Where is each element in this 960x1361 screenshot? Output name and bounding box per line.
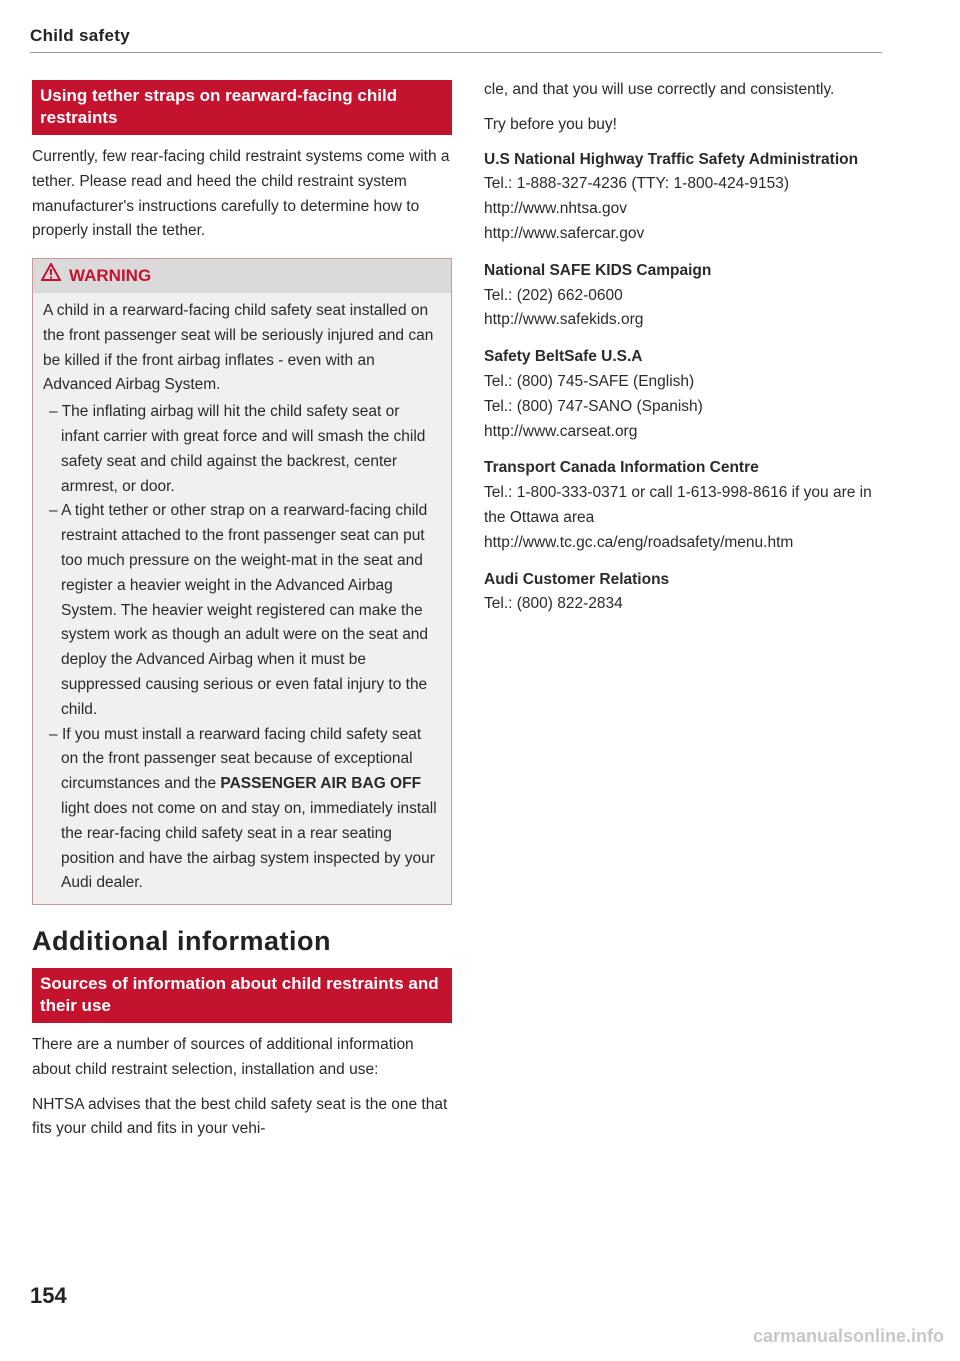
warning-list (43, 400, 441, 896)
sources-heading: Sources of information about child restraints and their use (32, 968, 452, 1023)
sources-paragraph: There are a number of sources of additional information about child restraint selection, installation and use: (32, 1035, 414, 1078)
org-link[interactable]: http://www.tc.gc.ca/eng/roadsafety/menu.htm (484, 533, 794, 551)
org-phone: Tel.: 1-800-333-0371 or call 1-613-998-8616 if you are in the Ottawa area (484, 484, 872, 526)
warning-item-text-post: light does not come on and stay on, immediately install the rear-facing child safety seat in a rear seating position and have the airbag system inspected by your Audi dealer. (61, 799, 437, 892)
warning-item: – The inflating airbag will hit the child safety seat or infant carrier with great force and will smash the child safety seat and child against the backrest, center armrest, or door. (43, 400, 441, 499)
warning-box (32, 258, 452, 905)
warning-header (33, 259, 451, 293)
org-link[interactable]: http://www.safercar.gov (484, 224, 645, 242)
tether-heading: Using tether straps on rearward-facing child restraints (32, 80, 452, 135)
try-before-buy: Try before you buy! (484, 115, 617, 133)
right-column (484, 78, 884, 617)
org-link[interactable]: http://www.safekids.org (484, 311, 644, 329)
org-name: Safety BeltSafe U.S.A (484, 348, 643, 366)
spacer-continuation: cle, and that you will use correctly and consistently. (484, 81, 835, 98)
org-name: Audi Customer Relations (484, 570, 670, 588)
org-phone: Tel.: (800) 747-SANO (Spanish) (484, 397, 703, 415)
running-head: Child safety (30, 26, 130, 45)
warning-title: WARNING (69, 265, 152, 285)
airbag-off-label: PASSENGER AIR BAG OFF (220, 775, 422, 793)
warning-item: – A tight tether or other strap on a rearward-facing child restraint attached to the front passenger seat can put too much pressure on the weight-mat in the seat and register a heavier weight in the Advanced Airbag System. The heavier weight registered can make the system work as though an adult were on the seat and deploy the Advanced Airbag when it must be suppressed causing serious or even fatal injury to the child. (43, 499, 441, 722)
org-name: National SAFE KIDS Campaign (484, 261, 712, 279)
warning-item-last (43, 723, 441, 897)
org-link[interactable]: http://www.carseat.org (484, 422, 638, 440)
nhtsa-advice-paragraph: NHTSA advises that the best child safety seat is the one that fits your child and fits in your vehi- (32, 1095, 448, 1138)
watermark: carmanualsonline.info (752, 1326, 944, 1346)
org-link[interactable]: http://www.nhtsa.gov (484, 200, 628, 218)
org-name: U.S National Highway Traffic Safety Administration (484, 150, 859, 168)
org-phone: Tel.: (800) 822-2834 (484, 595, 623, 613)
left-column (32, 80, 452, 1142)
org-phone: Tel.: (202) 662-0600 (484, 286, 623, 304)
warning-body (33, 293, 451, 904)
header-divider (30, 52, 882, 53)
warning-intro: A child in a rearward-facing child safety seat installed on the front passenger seat will be seriously injured and can be killed if the front airbag inflates - even with an Advanced Airbag System. (43, 301, 434, 394)
section-title: Additional information (32, 926, 331, 957)
page-number: 154 (30, 1283, 67, 1308)
org-phone: Tel.: 1-888-327-4236 (TTY: 1-800-424-9153) (484, 175, 790, 193)
tether-paragraph: Currently, few rear-facing child restraint systems come with a tether. Please read and heed the child restraint system manufacturer's instructions carefully to determine how to properly install the tether. (32, 148, 450, 240)
org-list (484, 148, 884, 618)
warning-item-text-pre: If you must install a rearward facing child safety seat on the front passenger seat because of exceptional circumstances and the (61, 725, 422, 793)
warning-triangle-icon (41, 263, 61, 289)
org-name: Transport Canada Information Centre (484, 459, 759, 477)
org-phone: Tel.: (800) 745-SAFE (English) (484, 372, 695, 390)
